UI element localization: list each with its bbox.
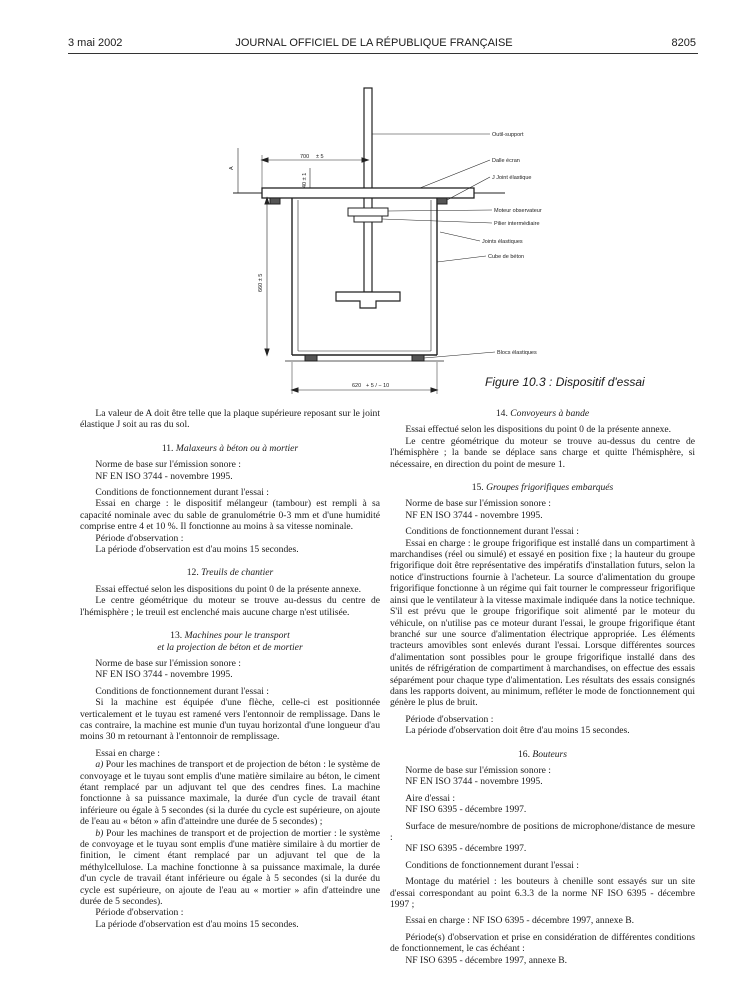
figure-caption: Figure 10.3 : Dispositif d'essai [485,375,645,389]
elastic-block-right [412,355,424,361]
s16-period-label: Période(s) d'observation et prise en considération de différentes conditions de fonctionnement, le cas échéant : [390,931,695,955]
leader-cube [437,256,486,262]
s11-norm-label: Norme de base sur l'émission sonore : [95,459,241,471]
s11-conditions-label: Conditions de fonctionnement durant l'essai : [95,487,269,499]
leader-moteur [388,210,492,211]
s11-period-label: Période d'observation : [95,532,184,544]
intermediate-pillar [354,216,382,222]
s14-text-2: Le centre géométrique du moteur se trouve au-dessus du centre de l'hémisphère ; la bande se déplace sans charge et quitte l'hémisphère, si nécessaire, en direction du point de mesure 1. [390,435,695,470]
s15-conditions-label: Conditions de fonctionnement durant l'essai : [405,526,579,538]
dim-40-value: 40 ± 1 [302,172,308,188]
label-dalle-ecran: Dalle écran [492,158,520,164]
section-13-heading: 13. Machines pour le transport [170,630,290,642]
s16-period-value: NF ISO 6395 - décembre 1997, annexe B. [405,954,568,966]
s16-load-text: Essai en charge : NF ISO 6395 - décembre 1997, annexe B. [405,915,635,927]
section-14-heading: 14. Convoyeurs à bande [495,408,590,419]
header-page-number: 8205 [671,37,696,49]
s16-surface-label: Surface de mesure/nombre de positions de microphone/distance de mesure : [390,820,695,843]
test-device-diagram [0,0,748,400]
slab-joint-right [437,198,447,204]
label-outil-support: Outil-support [492,132,524,138]
screen-slab [262,188,474,198]
right-column [390,408,695,966]
label-blocs-elastiques: Blocs élastiques [497,350,537,356]
s11-conditions-text: Essai en charge : le dispositif mélangeur (tambour) est rempli à sa capacité nominale avec du sable de granulométrie 0-3 mm et d'une humidité comprise entre 4 et 10 %. Il fonctionne au moins à sa vitesse nominale. [80,498,380,533]
s12-text-2: Le centre géométrique du moteur se trouve au-dessus du centre de l'hémisphère ; le treuil est enclenché mais aucune charge n'est utilisée. [80,595,380,618]
dim-660-value: 660 ± 5 [258,273,264,292]
dim-700-value: 700 [300,154,310,160]
label-joint-elastique: J Joint élastique [492,175,532,181]
paragraph-a-value: La valeur de A doit être telle que la plaque supérieure reposant sur le joint élastique J soit au ras du sol. [80,408,380,431]
s15-period-text: La période d'observation doit être d'au moins 15 secondes. [405,725,630,737]
label-joints-elastiques: Joints élastiques [482,239,523,245]
s13-load-a: a) Pour les machines de transport et de projection de béton : le système de convoyage et le tuyau sont emplis d'une matière similaire au béton, le ciment étant remplacé par un adjuvant tel que des cendres fines. La machine fonctionne à sa puissance maximale, la durée d'un cycle de travail étant inférieure ou égale à 5 secondes (si la durée du cycle est supérieure, on ajoute de l'eau au « béton » afin d'atteindre une durée de 5 secondes) ; [80,759,380,828]
label-moteur: Moteur observateur [494,208,542,214]
s16-area-label: Aire d'essai : [405,792,456,804]
s13-conditions-label: Conditions de fonctionnement durant l'essai : [95,685,269,697]
section-15-heading: 15. Groupes frigorifiques embarqués [471,482,614,494]
header-date: 3 mai 2002 [68,37,123,49]
s13-period-label: Période d'observation : [95,907,184,919]
motor-observer [348,208,388,216]
left-column [80,408,380,930]
s15-conditions-text: Essai en charge : le groupe frigorifique est installé dans un compartiment à marchandises (réel ou simulé) et essayé en position fixe ; la hauteur du groupe frigorifique doit être représentative des impératifs d'installation futurs, selon la notice d'instructions fournie à l'acheteur. La source d'alimentation du groupe frigorifique fonctionne à un régime qui fait tourner le compresseur frigorifique ainsi que le ventilateur à la vitesse maximale indiquée dans la notice technique. S'il est prévu que le groupe frigorifique soit alimenté par le moteur du véhicule, on n'utilise pas ce moteur durant l'essai, le groupe frigorifique étant branché sur une source d'alimentation électrique appropriée. Les éléments tracteurs amovibles sont enlevés durant l'essai. Lorsque différentes sources d'alimentation sont possibles pour le groupe frigorifique installé dans des unités de réfrigération de compartiment à marchandises, on effectue des essais séparément pour chaque type d'alimentation. Les résultats des essais consignés dans les rapports doivent, au minimum, refléter le mode de fonctionnement qui génère le plus de bruit. [390,537,695,709]
header-title: JOURNAL OFFICIEL DE LA RÉPUBLIQUE FRANÇAISE [235,37,513,49]
s14-text-1: Essai effectué selon les dispositions du point 0 de la présente annexe. [405,424,672,436]
s12-text-1: Essai effectué selon les dispositions du point 0 de la présente annexe. [95,583,362,595]
s15-norm-label: Norme de base sur l'émission sonore : [405,498,551,510]
s15-period-label: Période d'observation : [405,713,494,725]
dim-620-value: 620 [352,383,362,389]
label-cube-beton: Cube de béton [488,254,525,260]
s16-conditions-label: Conditions de fonctionnement durant l'essai : [405,859,579,871]
s16-area-value: NF ISO 6395 - décembre 1997. [405,804,527,816]
dim-620-tolerance: + 5 / − 10 [366,383,390,389]
s16-mounting-text: Montage du matériel : les bouteurs à chenille sont essayés sur un site d'essai correspondant au point 6.3.3 de la norme NF ISO 6395 - décembre 1997 ; [390,876,695,911]
s11-period-text: La période d'observation est d'au moins 15 secondes. [95,544,299,556]
s15-norm-value: NF EN ISO 3744 - novembre 1995. [405,509,543,521]
section-13-heading-line2: et la projection de béton et de mortier [157,641,303,653]
label-pilier: Pilier intermédiaire [494,221,540,227]
s11-norm-value: NF EN ISO 3744 - novembre 1995. [95,470,233,482]
s16-norm-label: Norme de base sur l'émission sonore : [405,764,551,776]
section-16-heading: 16. Bouteurs [517,748,568,760]
dim-a-value: A [229,166,235,170]
s13-norm-value: NF EN ISO 3744 - novembre 1995. [95,669,233,681]
dim-700-tolerance: ± 5 [316,154,324,160]
section-11-heading: 11. Malaxeurs à béton ou à mortier [161,442,299,454]
leader-joints [440,232,480,241]
s13-conditions-text: Si la machine est équipée d'une flèche, celle-ci est positionnée verticalement et le tuyau est ramené vers l'entonnoir de remplissage. Dans le cas contraire, la machine est munie d'un tuyau horizontal d'une longueur d'au moins 30 m retournant à l'entonnoir de remplissage. [80,697,380,743]
s16-norm-value: NF EN ISO 3744 - novembre 1995. [405,776,543,788]
elastic-block-left [305,355,317,361]
section-12-heading: 12. Treuils de chantier [186,567,274,579]
leader-dalle [420,160,490,188]
mixing-paddle [336,292,400,308]
s13-load-label: Essai en charge : [95,747,160,759]
slab-joint-left [270,198,280,204]
s16-surface-value: NF ISO 6395 - décembre 1997. [405,843,527,855]
s13-norm-label: Norme de base sur l'émission sonore : [95,657,241,669]
s13-period-text: La période d'observation est d'au moins 15 secondes. [95,918,299,930]
s13-load-b: b) Pour les machines de transport et de projection de mortier : le système de convoyage et le tuyau sont emplis d'une matière similaire à du mortier de finition, le ciment étant remplacé par un adjuvant tel que de la méthylcellulose. La machine fonctionne à sa puissance maximale, la durée d'un cycle de travail étant inférieure ou égale à 5 secondes (si la durée du cycle est supérieure, on ajoute de l'eau au « mortier » afin d'atteindre une durée de 5 secondes). [80,827,380,908]
